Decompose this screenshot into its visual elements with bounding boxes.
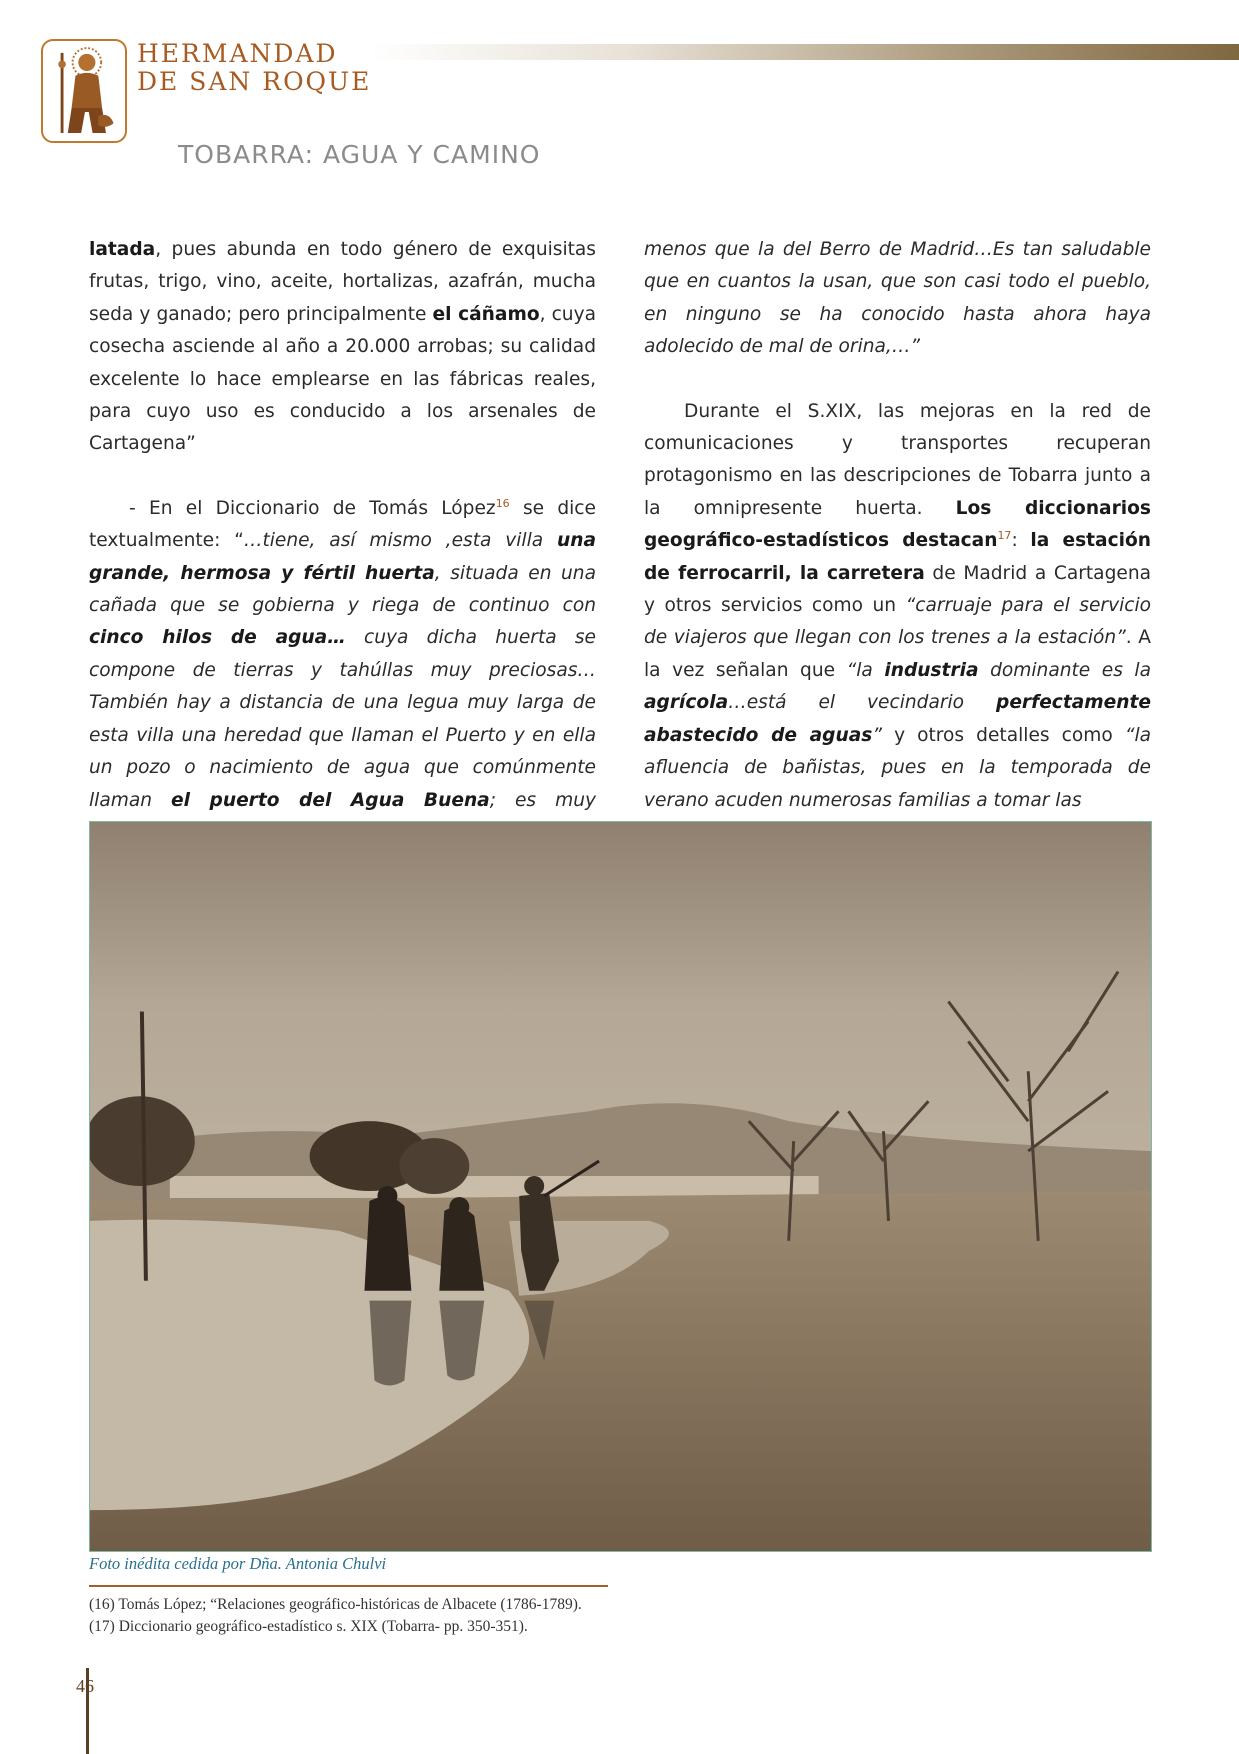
footnote-16: (16) Tomás López; “Relaciones geográfico-históricas de Albacete (1786-1789). (89, 1596, 582, 1613)
right-column (644, 234, 1151, 817)
text-italic: ; es muy (489, 789, 596, 811)
hermandad-logo (41, 39, 127, 143)
text-italic: …tiene, así mismo ,esta villa (243, 530, 557, 552)
text-italic: “carruaje para el servicio de viajeros que llegan con los trenes a la estación” (644, 595, 1151, 649)
text-bold-italic: perfectamente abastecido de aguas (644, 692, 1151, 746)
text-run: de Madrid a Cartagena y otros servicios como un (644, 562, 1151, 617)
right-paragraph-1 (644, 234, 1151, 364)
header-gradient-bar (370, 44, 1239, 60)
footnote-ref-16: 16 (495, 496, 510, 510)
text-run: y otros detalles como (882, 724, 1125, 746)
right-paragraph-2 (644, 396, 1151, 817)
text-bold: la estación de ferrocarril, la carretera (644, 530, 1151, 584)
saint-roch-logo-icon (43, 41, 125, 141)
text-italic: “la afluencia de bañistas, pues en la temporada de verano acuden numerosas familias a tomar las (644, 724, 1152, 811)
text-italic: …está el vecindario (728, 692, 997, 714)
text-bold-italic: cinco hilos de agua… (89, 627, 346, 649)
text-bold-italic: industria (884, 659, 979, 681)
text-run: se dice textualmente: “ (89, 497, 596, 552)
sepia-landscape-illustration (90, 822, 1151, 1551)
text-italic: cuya dicha huerta se compone de tierras y tahúllas muy preciosas… También hay a distancia de una legua muy larga de esta villa una heredad que llaman el Puerto y en ella un pozo o nacimiento de agua que comúnmente llaman (89, 627, 596, 811)
footnote-ref-17: 17 (997, 529, 1012, 543)
brand-line-1: HERMANDAD (137, 39, 338, 68)
left-paragraph-1 (89, 234, 596, 461)
text-bold: Los diccionarios geográfico-estadísticos destacan (644, 497, 1151, 552)
brand-line-2: DE SAN ROQUE (137, 67, 372, 96)
footnote-17: (17) Diccionario geográfico-estadístico s. XIX (Tobarra- pp. 350-351). (89, 1618, 528, 1635)
page-number: 46 (76, 1676, 94, 1696)
text-run: Durante el S.XIX, las mejoras en la red de comunicaciones y transportes recuperan protagonismo en las descripciones de Tobarra junto a la omnipresente huerta. (644, 400, 1151, 519)
text-run: - En el Diccionario de Tomás López (129, 497, 496, 519)
text-bold: el cáñamo (432, 303, 540, 325)
text-bold: latada (89, 239, 156, 260)
text-italic: , situada en una cañada que se gobierna y riega de continuo con (89, 562, 596, 617)
photo-caption: Foto inédita cedida por Dña. Antonia Chulvi (89, 1554, 387, 1573)
left-paragraph-2 (89, 493, 596, 849)
brand-name (137, 40, 371, 96)
text-italic: ” (872, 724, 882, 746)
section-title: TOBARRA: AGUA Y CAMINO (178, 140, 541, 169)
text-bold-italic: agrícola (644, 692, 729, 714)
text-run: : (1011, 530, 1031, 552)
historic-photo (89, 821, 1152, 1552)
left-column (89, 234, 596, 849)
text-run: , pues abunda en todo género de exquisitas frutas, trigo, vino, aceite, hortalizas, azafrán, mucha seda y ganado; pero principalmente (89, 239, 596, 325)
text-bold-italic: el puerto del Agua Buena (171, 789, 490, 811)
footnote-divider (89, 1585, 608, 1587)
footnotes (89, 1594, 582, 1638)
text-run: , cuya cosecha asciende al año a 20.000 arrobas; su calidad excelente lo hace emplearse en las fábricas reales, para cuyo uso es conducido a los arsenales de Cartagena” (89, 303, 596, 455)
text-bold-italic: una grande, hermosa y fértil huerta (89, 530, 596, 584)
text-italic: “la (846, 659, 885, 681)
text-italic: menos que la del Berro de Madrid…Es tan saludable que en cuantos la usan, que son casi todo el pueblo, en ninguno se ha conocido hasta ahora haya adolecido de mal de orina,…” (644, 239, 1151, 358)
text-italic: dominante es la (978, 659, 1151, 681)
text-run: . A la vez señalan que (644, 627, 1151, 681)
